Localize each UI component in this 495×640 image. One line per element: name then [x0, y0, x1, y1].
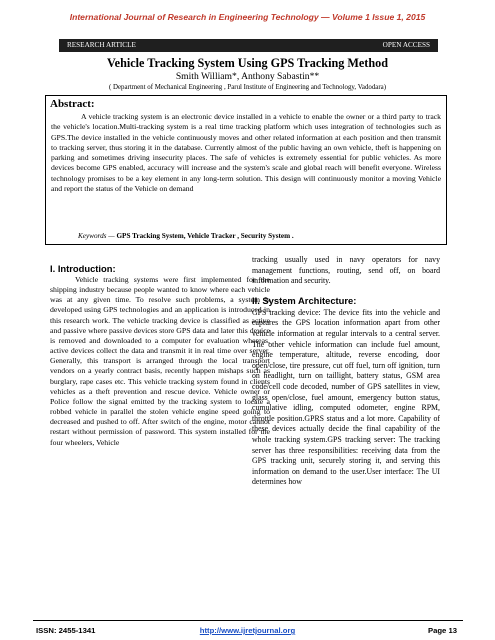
footer-issn: ISSN: 2455-1341 — [36, 626, 96, 635]
introduction-text: Vehicle tracking systems were first implemented for the shipping industry because people wanted to know where each vehicle was at any given time. To resolve such problems, a system is developed using GPS technologies and an application is introduced in this research work. The vehicle tracking device is classified as active and passive where passive devices store GPS data and later this device is removed and downloaded to a computer for evaluation whereas, active devices collect the data and transmit it in real time over server. Generally, this transport is arranged through the local transport vendors on a yearly contract basis, recently happen mishaps such as burglary, rape cases etc. This vehicle tracking system found in clients vehicles as a theft prevention and rescue device. Vehicle owner or Police follow the signal emitted by the tracking system to locate a robbed vehicle in parallel the stolen vehicle engine speed going to decreased and pushed to off. After switch of the engine, motor cannot restart without permission of password. This system installed for the four wheelers, Vehicle — [50, 275, 270, 447]
introduction-continuation: tracking usually used in navy operators for navy management functions, routing, send off, on board information and security. — [252, 255, 440, 286]
footer-page-number: Page 13 — [427, 626, 457, 635]
footer-divider — [33, 620, 463, 621]
keywords-line — [78, 232, 294, 240]
footer-url-link[interactable]: http://www.ijretjournal.org — [199, 626, 296, 635]
introduction-heading: I. Introduction: — [50, 263, 116, 274]
left-column — [50, 255, 270, 448]
paper-title: Vehicle Tracking System Using GPS Tracking Method — [106, 56, 388, 70]
keywords-text: GPS Tracking System, Vehicle Tracker , Security System . — [116, 232, 294, 240]
affiliation: ( Department of Mechanical Engineering , Parul Institute of Engineering and Technology, Vadodara) — [108, 84, 387, 91]
architecture-text: GPS tracking device: The device fits into the vehicle and captures the GPS location information apart from other vehicle information at regular intervals to a central server. The other vehicle information can include fuel amount, engine temperature, altitude, reverse encoding, door open/close, tire pressure, cut off fuel, turn off ignition, turn on headlight, turn on taillight, battery status, GSM area code/cell code decoded, number of GPS satellites in view, glass open/close, fuel amount, emergency button status, cumulative idling, computed odometer, engine RPM, throttle position.GPRS status and a lot more. Capability of these devices actually decide the final capability of the whole tracking system.GPS tracking server: The tracking server has three responsibilities: receiving data from the GPS tracking unit, securely storing it, and serving this information on demand to the user.User interface: The UI determines how — [252, 307, 440, 487]
abstract-text: A vehicle tracking system is an electronic device installed in a vehicle to enable the owner or a third party to track the vehicle's location.Multi-tracking system is a real time tracking platform which uses integration of technologies such as GPS.The device installed in the vehicle continuously moves and other related information at each position and then transmit to tracking server, thus storing it in the database. Currently almost of the public having an own vehicle, theft is happening on parking and sometimes driving insecurity places. The safe of vehicles is extremely essential for public vehicles. As more devices become GPS enabled, accuracy will increase and the system's scale and global reach will benefit everyone. Wireless technology promises to be a key element in any long-term solution. This design will continuously monitor a moving Vehicle and report the status of the Vehicle on demand — [51, 112, 441, 193]
abstract-box — [45, 95, 447, 245]
architecture-heading: II. System Architecture: — [252, 294, 357, 306]
article-type-label: RESEARCH ARTICLE — [67, 41, 136, 49]
abstract-heading: Abstract: — [50, 98, 95, 110]
article-type-bar — [59, 39, 438, 52]
journal-header: International Journal of Research in Engineering Technology — Volume 1 Issue 1, 2015 — [69, 12, 426, 22]
authors: Smith William*, Anthony Sabastin** — [175, 71, 320, 82]
keywords-label: Keywords — — [78, 232, 115, 240]
open-access-label: OPEN ACCESS — [382, 41, 430, 49]
right-column — [252, 255, 440, 488]
